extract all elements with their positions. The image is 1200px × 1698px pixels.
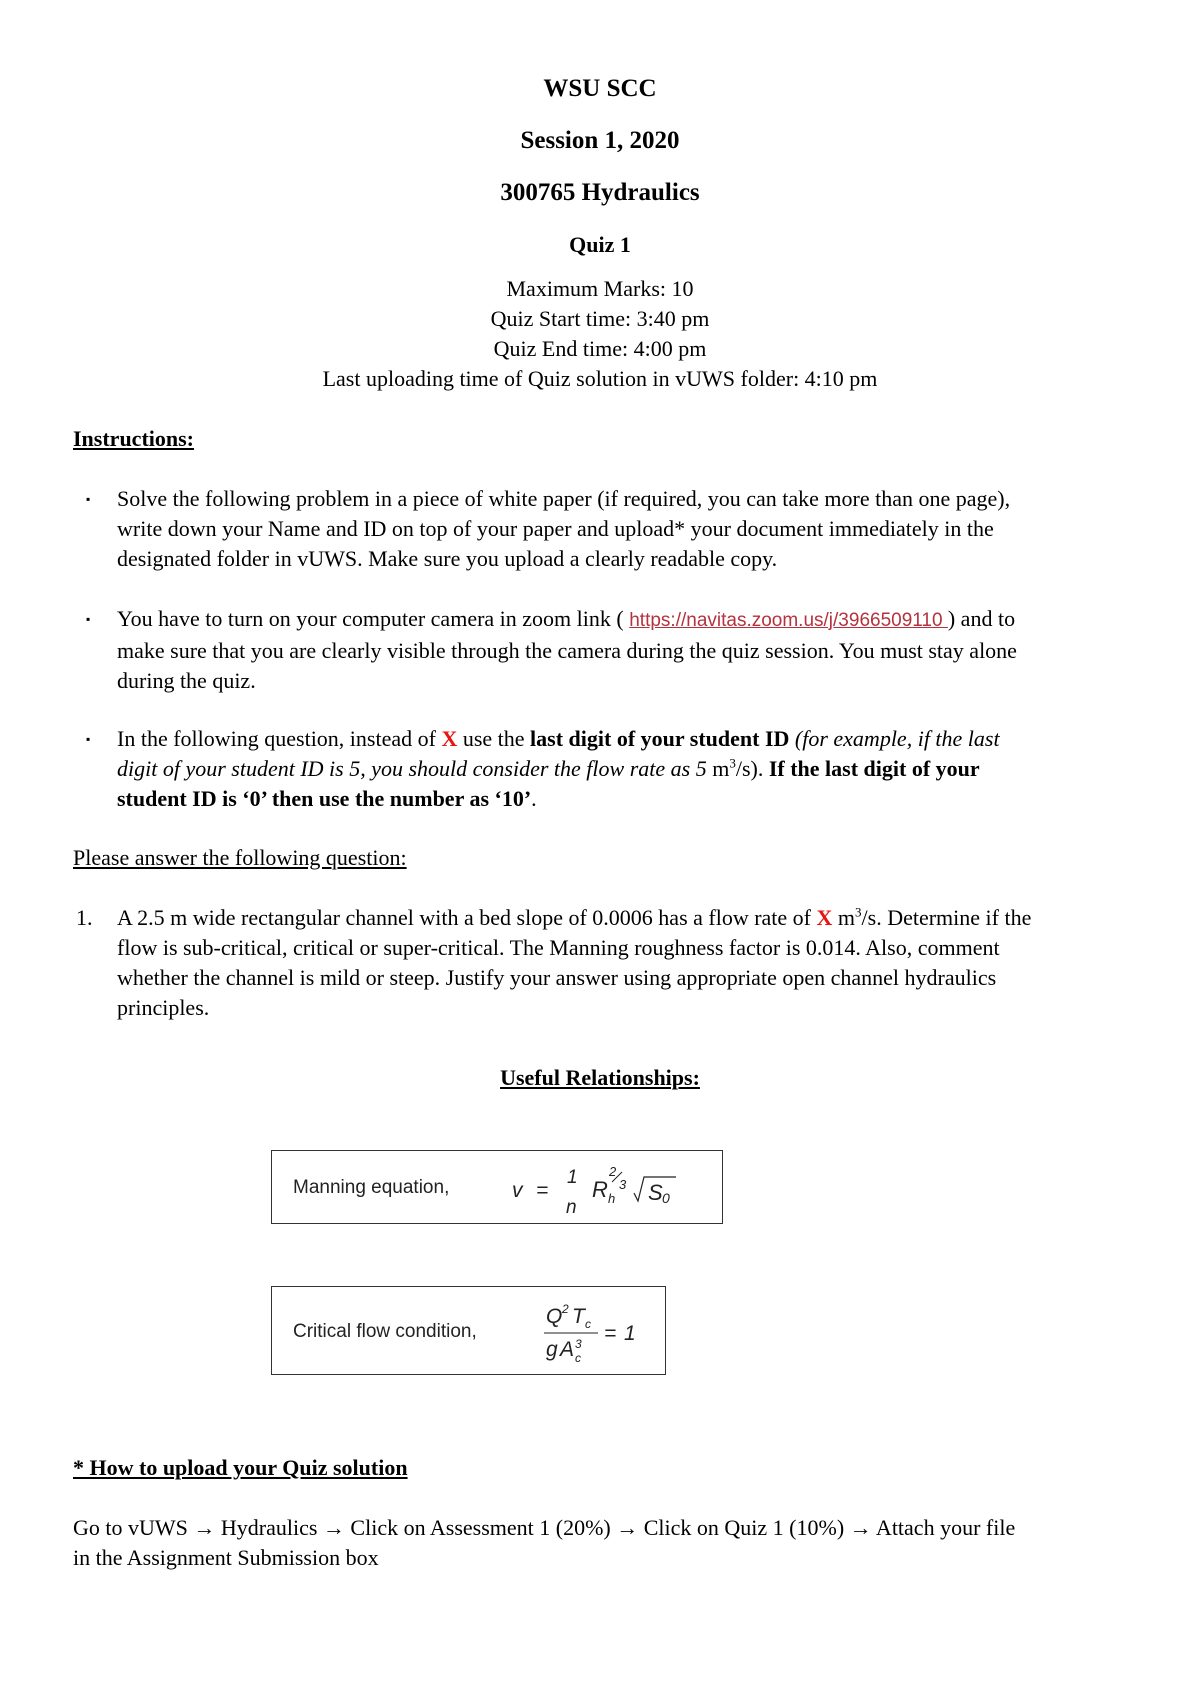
svg-text:v: v <box>512 1179 523 1202</box>
svg-text:R: R <box>592 1177 608 1202</box>
question-text: A 2.5 m wide rectangular channel with a bed slope of 0.0006 has a flow rate of X $m^3/s$. Determine if the flow is sub-critical, critical or super-critical. The Manning roughness factor is 0.014. Also, comment whether the channel is mild or steep. Justify your answer using appropriate open channel hydraulics principles. <box>117 904 1032 1020</box>
svg-text:0: 0 <box>662 1190 670 1206</box>
svg-text:1: 1 <box>624 1322 636 1345</box>
svg-text:T: T <box>572 1305 585 1328</box>
session-title: Session 1, 2020 <box>520 127 680 154</box>
svg-text:c: c <box>575 1351 581 1365</box>
question-prompt: Please answer the following question: <box>73 845 407 870</box>
instruction-item-3: In the following question, instead of X use the last digit of your student ID (for example, if the last digit of your student ID is 5, you should consider the flow rate as 5 $m^3/s$). If the last digit of your student ID is ‘0’ then use the number as ‘10’. <box>117 726 1000 811</box>
manning-formula <box>512 1155 712 1221</box>
upload-instructions: Go to vUWS → Hydraulics → Click on Assessment 1 (20%) → Click on Quiz 1 (10%) → Attach your file in the Assignment Submission box <box>73 1515 1016 1570</box>
svg-text:g: g <box>546 1338 558 1361</box>
manning-label: Manning equation, <box>293 1177 450 1198</box>
svg-text:n: n <box>566 1197 577 1218</box>
instruction-item-2: You have to turn on your computer camera in zoom link ( https://navitas.zoom.us/j/3966509110 ) and to make sure that you are clearly visible through the camera during the quiz session. You must stay alone during the quiz. <box>117 606 1017 693</box>
critical-flow-box <box>271 1286 666 1375</box>
bullet-marker: ▪ <box>86 732 91 746</box>
svg-text:3: 3 <box>619 1177 627 1192</box>
upload-heading: * How to upload your Quiz solution <box>73 1455 408 1480</box>
quiz-title: Quiz 1 <box>569 232 631 257</box>
svg-text:=: = <box>536 1179 549 1202</box>
svg-text:S: S <box>648 1180 663 1205</box>
max-marks: Maximum Marks: 10 <box>506 276 694 301</box>
svg-text:c: c <box>585 1317 591 1331</box>
course-title: 300765 Hydraulics <box>500 179 700 206</box>
zoom-link[interactable]: https://navitas.zoom.us/j/3966509110 <box>629 610 948 631</box>
svg-text:1: 1 <box>567 1167 578 1188</box>
svg-text:=: = <box>604 1322 617 1345</box>
critical-flow-label: Critical flow condition, <box>293 1321 477 1342</box>
instruction-item-1: Solve the following problem in a piece of white paper (if required, you can take more than one page), write down your Name and ID on top of your paper and upload* your document immediately in the designated folder in vUWS. Make sure you upload a clearly readable copy. <box>117 486 1011 571</box>
manning-equation-box <box>271 1150 723 1224</box>
end-time: Quiz End time: 4:00 pm <box>493 336 707 361</box>
svg-text:h: h <box>608 1191 616 1206</box>
svg-text:2: 2 <box>609 1164 617 1179</box>
svg-text:3: 3 <box>575 1337 582 1351</box>
relationships-heading: Useful Relationships: <box>500 1065 700 1090</box>
svg-text:Q: Q <box>546 1305 563 1328</box>
bullet-marker: ▪ <box>86 612 91 626</box>
bullet-marker: ▪ <box>86 492 91 506</box>
svg-text:2: 2 <box>562 1302 569 1316</box>
svg-text:A: A <box>560 1338 575 1361</box>
question-number: 1. <box>76 905 93 930</box>
instructions-heading: Instructions: <box>73 426 195 451</box>
start-time: Quiz Start time: 3:40 pm <box>490 306 710 331</box>
critical-flow-formula <box>542 1293 662 1371</box>
institution-title: WSU SCC <box>543 75 657 102</box>
upload-deadline: Last uploading time of Quiz solution in vUWS folder: 4:10 pm <box>322 366 878 391</box>
